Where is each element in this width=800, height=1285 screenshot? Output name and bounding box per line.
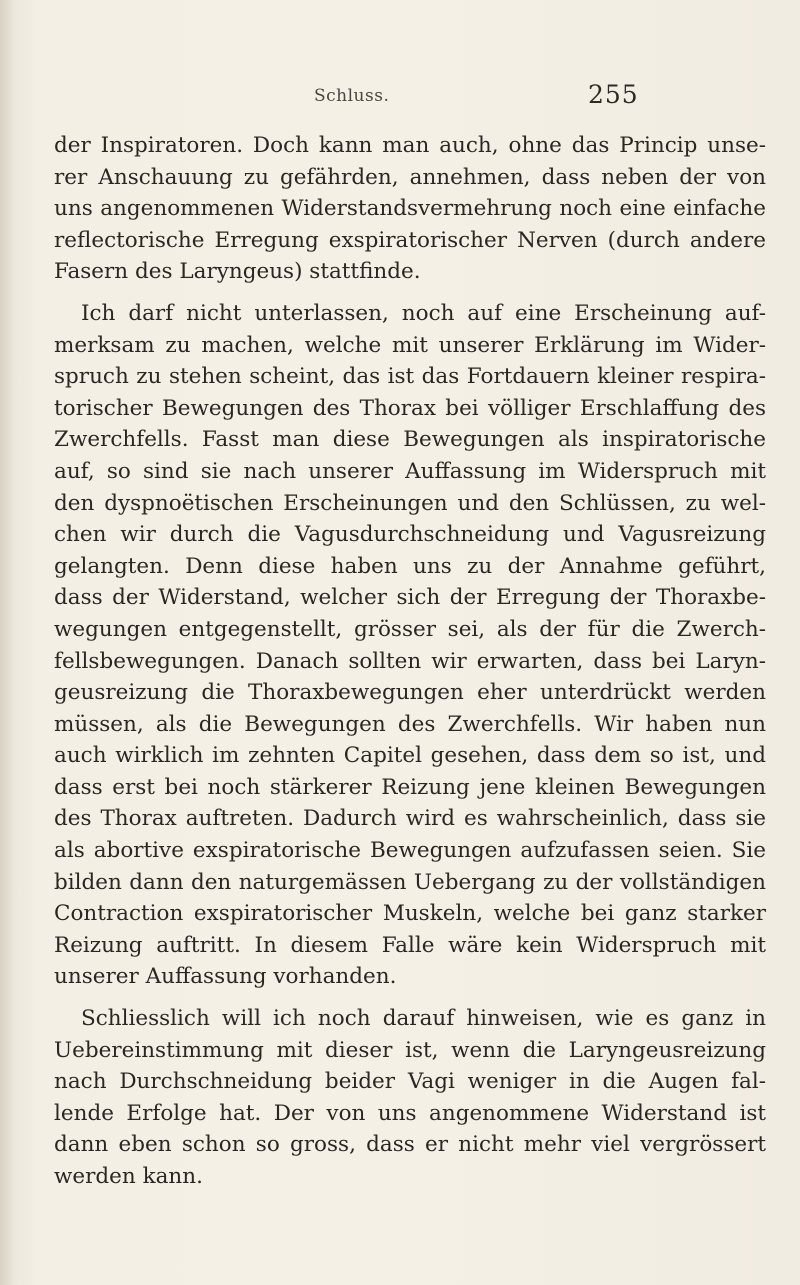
text-line: dass erst bei noch stärkerer Reizung jene kleinen Bewegungen xyxy=(54,774,766,800)
running-title: Schluss. xyxy=(314,86,390,106)
text-line: Fasern des Laryngeus) stattfinde. xyxy=(54,259,421,285)
text-line: geusreizung die Thoraxbewegungen eher unterdrückt werden xyxy=(54,680,766,706)
text-line: spruch zu stehen scheint, das ist das Fortdauern kleiner respira- xyxy=(54,364,766,390)
text-line: Schliesslich will ich noch darauf hinweisen, wie es ganz in xyxy=(81,1006,766,1032)
text-line: auch wirklich im zehnten Capitel gesehen, dass dem so ist, und xyxy=(54,743,766,769)
text-line: reflectorische Erregung exspiratorischer Nerven (durch andere xyxy=(54,227,766,253)
text-line: nach Durchschneidung beider Vagi weniger in die Augen fal- xyxy=(54,1069,766,1095)
text-line: fellsbewegungen. Danach sollten wir erwarten, dass bei Laryn- xyxy=(54,648,766,674)
paragraph xyxy=(54,1003,766,1193)
text-line: unserer Auffassung vorhanden. xyxy=(54,964,397,990)
text-line: Ich darf nicht unterlassen, noch auf eine Erscheinung auf- xyxy=(81,300,766,326)
paragraph-gap xyxy=(54,288,766,298)
spine-shadow xyxy=(0,0,14,1285)
text-line: uns angenommenen Widerstandsvermehrung noch eine einfache xyxy=(54,196,766,222)
paragraph-gap xyxy=(54,993,766,1003)
body-text xyxy=(54,130,766,1193)
text-line: auf, so sind sie nach unserer Auffassung im Widerspruch mit xyxy=(54,458,766,484)
text-line: als abortive exspiratorische Bewegungen aufzufassen seien. Sie xyxy=(54,838,766,864)
text-line: den dyspnoëtischen Erscheinungen und den Schlüssen, zu wel- xyxy=(54,490,766,516)
text-line: rer Anschauung zu gefährden, annehmen, dass neben der von xyxy=(54,164,766,190)
text-line: bilden dann den naturgemässen Uebergang zu der vollständigen xyxy=(54,869,766,895)
text-line: lende Erfolge hat. Der von uns angenommene Widerstand ist xyxy=(54,1100,766,1126)
text-line: merksam zu machen, welche mit unserer Erklärung im Wider- xyxy=(54,332,766,358)
text-line: gelangten. Denn diese haben uns zu der Annahme geführt, xyxy=(54,553,766,579)
text-line: der Inspiratoren. Doch kann man auch, ohne das Princip unse- xyxy=(54,133,766,158)
text-line: Contraction exspiratorischer Muskeln, welche bei ganz starker xyxy=(54,901,766,927)
text-line: torischer Bewegungen des Thorax bei völliger Erschlaffung des xyxy=(54,395,766,421)
text-line: dass der Widerstand, welcher sich der Erregung der Thoraxbe- xyxy=(54,585,766,611)
text-line: wegungen entgegenstellt, grösser sei, als der für die Zwerch- xyxy=(54,616,766,642)
running-head xyxy=(0,80,800,116)
text-line: Reizung auftritt. In diesem Falle wäre kein Widerspruch mit xyxy=(54,932,766,958)
text-line: chen wir durch die Vagusdurchschneidung und Vagusreizung xyxy=(54,522,766,548)
paragraph xyxy=(54,298,766,993)
text-line: müssen, als die Bewegungen des Zwerchfells. Wir haben nun xyxy=(54,711,766,737)
text-line: dann eben schon so gross, dass er nicht mehr viel vergrössert xyxy=(54,1132,766,1158)
text-line: Uebereinstimmung mit dieser ist, wenn die Laryngeusreizung xyxy=(54,1037,766,1063)
text-line: des Thorax auftreten. Dadurch wird es wahrscheinlich, dass sie xyxy=(54,806,766,832)
paragraph xyxy=(54,130,766,288)
text-line: Zwerchfells. Fasst man diese Bewegungen als inspiratorische xyxy=(54,427,766,453)
text-line: werden kann. xyxy=(54,1164,203,1189)
page-number: 255 xyxy=(588,80,639,109)
